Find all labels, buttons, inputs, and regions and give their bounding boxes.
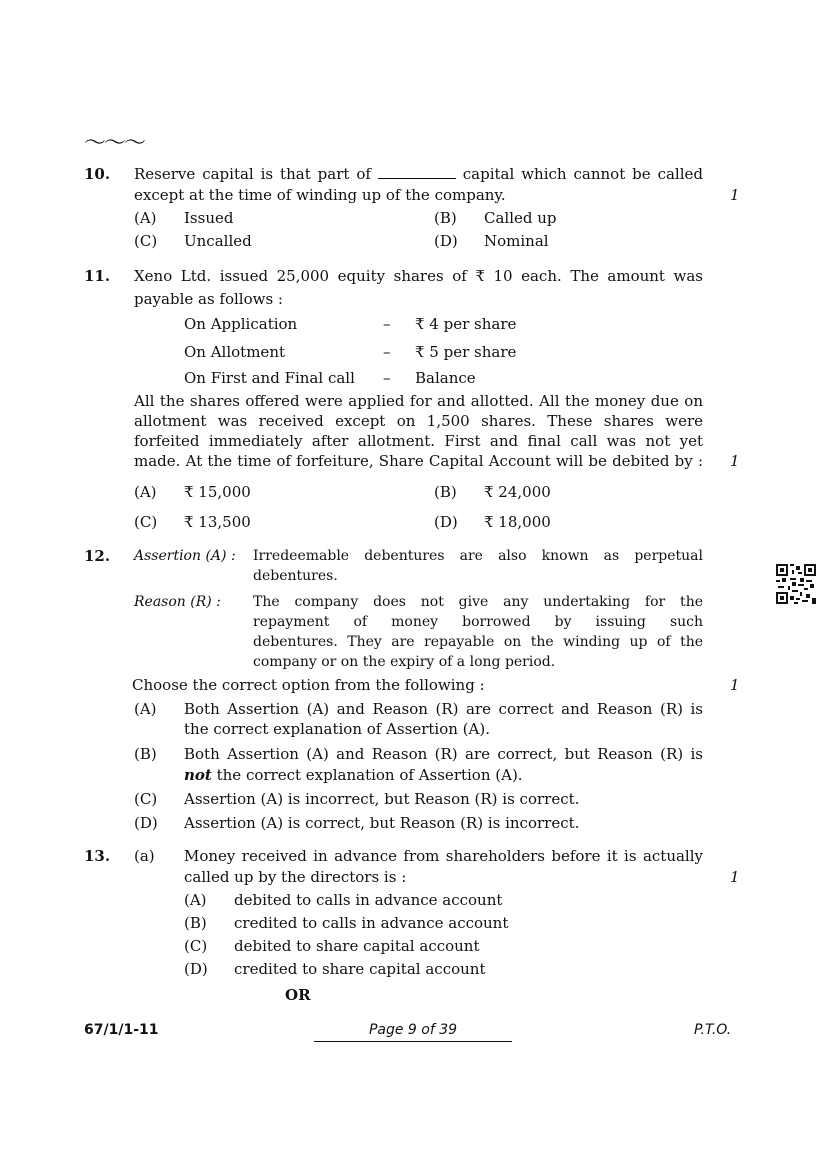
option-text: Called up <box>484 209 557 227</box>
question-number: 13. <box>84 847 111 865</box>
schedule-amount: Balance <box>415 369 476 387</box>
reason-text: The company does not give any undertaking for the <box>253 594 703 610</box>
option-text: Assertion (A) is correct, but Reason (R) is incorrect. <box>184 814 580 832</box>
option-text: Assertion (A) is incorrect, but Reason (R) is correct. <box>184 790 580 808</box>
option-label: (A) <box>134 483 157 501</box>
option-label: (B) <box>434 209 457 227</box>
schedule-item: On Allotment <box>184 343 286 361</box>
option-text: the correct explanation of Assertion (A). <box>184 720 490 738</box>
option-text: Nominal <box>484 232 549 250</box>
option-label: (C) <box>134 790 158 808</box>
option-label: (B) <box>134 745 157 763</box>
question-text-line: except at the time of winding up of the company. <box>134 186 506 204</box>
question-text-line: payable as follows : <box>134 290 283 308</box>
question-number: 10. <box>84 165 111 183</box>
option-label: (C) <box>134 513 158 531</box>
option-label: (D) <box>184 960 208 978</box>
marks: 1 <box>730 868 740 886</box>
marks: 1 <box>730 676 740 694</box>
question-paper-code: 67/1/1-11 <box>84 1022 159 1038</box>
option-label: (C) <box>184 937 208 955</box>
question-text-line: Money received in advance from shareholders before it is actually <box>184 847 703 865</box>
option-text: debited to calls in advance account <box>234 891 503 909</box>
reason-label: Reason (R) : <box>134 594 221 610</box>
option-label: (A) <box>134 700 157 718</box>
option-text: ₹ 15,000 <box>184 483 251 501</box>
option-text: credited to calls in advance account <box>234 914 509 932</box>
option-label: (D) <box>434 232 458 250</box>
marks: 1 <box>730 452 740 470</box>
option-label: (B) <box>184 914 207 932</box>
fill-blank <box>378 164 456 179</box>
option-text: ₹ 24,000 <box>484 483 551 501</box>
question-number: 11. <box>84 267 111 285</box>
question-text-part: capital which cannot be called <box>462 165 703 183</box>
option-text: Uncalled <box>184 232 252 250</box>
option-label: (A) <box>134 209 157 227</box>
option-text <box>184 765 523 785</box>
option-label: (D) <box>434 513 458 531</box>
page-number-underline <box>314 1041 512 1042</box>
question-text-line: forfeited immediately after allotment. First and final call was not yet <box>134 432 703 450</box>
option-text: ₹ 13,500 <box>184 513 251 531</box>
please-turn-over: P.T.O. <box>694 1022 732 1038</box>
option-label: (A) <box>184 891 207 909</box>
option-text: credited to share capital account <box>234 960 486 978</box>
assertion-text: debentures. <box>253 568 338 584</box>
question-text-line: made. At the time of forfeiture, Share Capital Account will be debited by : <box>134 452 703 470</box>
question-text-part: Reserve capital is that part of <box>134 165 371 183</box>
question-text-line: called up by the directors is : <box>184 868 407 886</box>
question-part-label: (a) <box>134 847 155 865</box>
option-label: (B) <box>434 483 457 501</box>
schedule-item: On Application <box>184 315 298 333</box>
question-text-line: All the shares offered were applied for and allotted. All the money due on <box>134 392 703 410</box>
option-label: (D) <box>134 814 158 832</box>
reason-text: debentures. They are repayable on the winding up of the <box>253 634 703 650</box>
emphasis-not: not <box>184 766 212 784</box>
option-text: debited to share capital account <box>234 937 480 955</box>
question-text-line <box>134 164 703 184</box>
reason-text: company or on the expiry of a long period. <box>253 654 556 670</box>
option-text: Issued <box>184 209 234 227</box>
reason-text: repayment of money borrowed by issuing such <box>253 614 703 630</box>
option-text-part: the correct explanation of Assertion (A). <box>211 766 523 784</box>
assertion-text: Irredeemable debentures are also known as perpetual <box>253 548 703 564</box>
question-text-line: allotment was received except on 1,500 shares. These shares were <box>134 412 703 430</box>
schedule-dash: – <box>383 315 391 333</box>
schedule-dash: – <box>383 343 391 361</box>
schedule-dash: – <box>383 369 391 387</box>
page-number: Page 9 of 39 <box>368 1022 458 1038</box>
schedule-item: On First and Final call <box>184 369 355 387</box>
assertion-label: Assertion (A) : <box>134 548 236 564</box>
question-text-line: Xeno Ltd. issued 25,000 equity shares of ₹ 10 each. The amount was <box>134 267 703 285</box>
or-separator: OR <box>285 986 311 1004</box>
instruction: Choose the correct option from the following : <box>132 676 485 694</box>
option-text: Both Assertion (A) and Reason (R) are correct, but Reason (R) is <box>184 745 703 763</box>
option-text: Both Assertion (A) and Reason (R) are correct and Reason (R) is <box>184 700 703 718</box>
question-number: 12. <box>84 547 111 565</box>
option-text: ₹ 18,000 <box>484 513 551 531</box>
schedule-amount: ₹ 4 per share <box>415 315 517 333</box>
marks: 1 <box>730 186 740 204</box>
schedule-amount: ₹ 5 per share <box>415 343 517 361</box>
option-label: (C) <box>134 232 158 250</box>
qr-code-icon <box>776 564 816 604</box>
wave-ornament: 〜〜〜 <box>84 131 145 156</box>
